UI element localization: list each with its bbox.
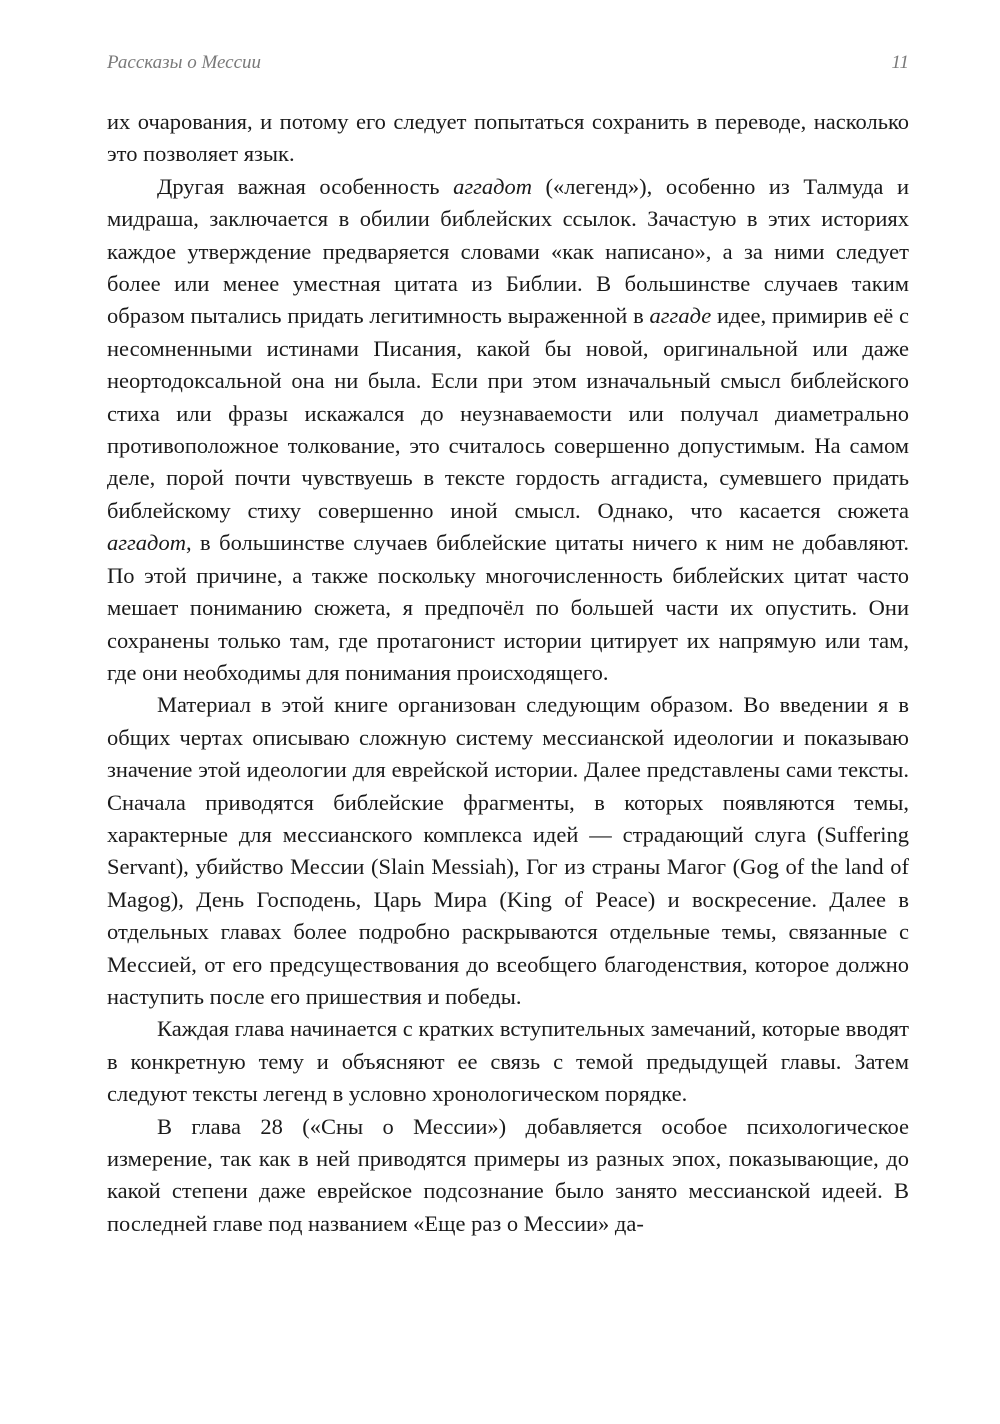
paragraph-2-italic-term: аггаде bbox=[649, 303, 712, 329]
paragraph-2-text: идее, примирив её с несомненными истинами Писания, какой бы новой, оригинальной или даже неортодоксальной она ни была. Если при этом изначальный смысл библейского стиха или фразы искажался до неузнаваемости или получал диаметрально противоположное толкование, это считалось совершенно допустимым. На самом деле, порой почти чувствуешь в тексте гордость аггадиста, сумевшего придать библейскому стиху совершенно иной смысл. Однако, что касается сюжета bbox=[107, 303, 910, 523]
running-title: Рассказы о Мессии bbox=[107, 52, 262, 73]
running-header bbox=[107, 52, 909, 80]
paragraph-1-text: их очарования, и потому его следует попытаться сохранить в переводе, насколько это позволяет язык. bbox=[107, 109, 909, 167]
paragraph-3 bbox=[107, 689, 909, 1013]
paragraph-2-text: , в большинстве случаев библейские цитаты ничего к ним не добавляют. По этой причине, а также поскольку многочисленность библейских цитат часто мешает пониманию сюжета, я предпочёл по большей части их опустить. Они сохранены только там, где протагонист истории цитирует их напрямую или там, где они необходимы для понимания происходящего. bbox=[107, 530, 909, 685]
paragraph-2-text: Другая важная особенность bbox=[157, 173, 454, 199]
paragraph-5-text: В глава 28 («Сны о Мессии») добавляется особое психологическое измерение, так как в ней приводятся примеры из разных эпох, показывающие, до какой степени даже еврейское подсознание было занято мессианской идеей. В последней главе под названием «Еще раз о Мессии» да- bbox=[107, 1113, 909, 1236]
page-number: 11 bbox=[891, 52, 909, 73]
paragraph-4-text: Каждая глава начинается с кратких вступительных замечаний, которые вводят в конкретную тему и объясняют ее связь с темой предыдущей главы. Затем следуют тексты легенд в условно хронологическом порядке. bbox=[107, 1016, 909, 1107]
body-text bbox=[107, 106, 909, 1240]
paragraph-5 bbox=[107, 1111, 909, 1241]
paragraph-3-text: Материал в этой книге организован следующим образом. Во введении я в общих чертах описываю сложную систему мессианской идеологии и показываю значение этой идеологии для еврейской истории. Далее представлены сами тексты. Сначала приводятся библейские фрагменты, в которых появляются темы, характерные для мессианского комплекса идей — страдающий слуга (Suffering Servant), убийство Мессии (Slain Messiah), Гог из страны Магог (Gog of the land of Magog), День Господень, Царь Мира (King of Peace) и воскресение. Далее в отдельных главах более подробно раскрываются отдельные темы, связанные с Мессией, от его предсуществования до всеобщего благоденствия, которое должно наступить после его пришествия и победы. bbox=[107, 692, 909, 1009]
paragraph-2-text: («легенд»), особенно из Талмуда и мидраша, заключается в обилии библейских ссылок. Зачастую в этих историях каждое утверждение предваряется словами «как написано», а за ними следует более или менее уместная цитата из Библии. В большинстве случаев таким образом пытались придать легитимность выраженной в bbox=[107, 173, 909, 329]
paragraph-1 bbox=[107, 106, 909, 171]
paragraph-4 bbox=[107, 1013, 909, 1110]
paragraph-2 bbox=[107, 171, 909, 690]
paragraph-2-italic-term: аггадот bbox=[107, 530, 186, 556]
paragraph-2-italic-term: аггадот bbox=[453, 173, 533, 199]
